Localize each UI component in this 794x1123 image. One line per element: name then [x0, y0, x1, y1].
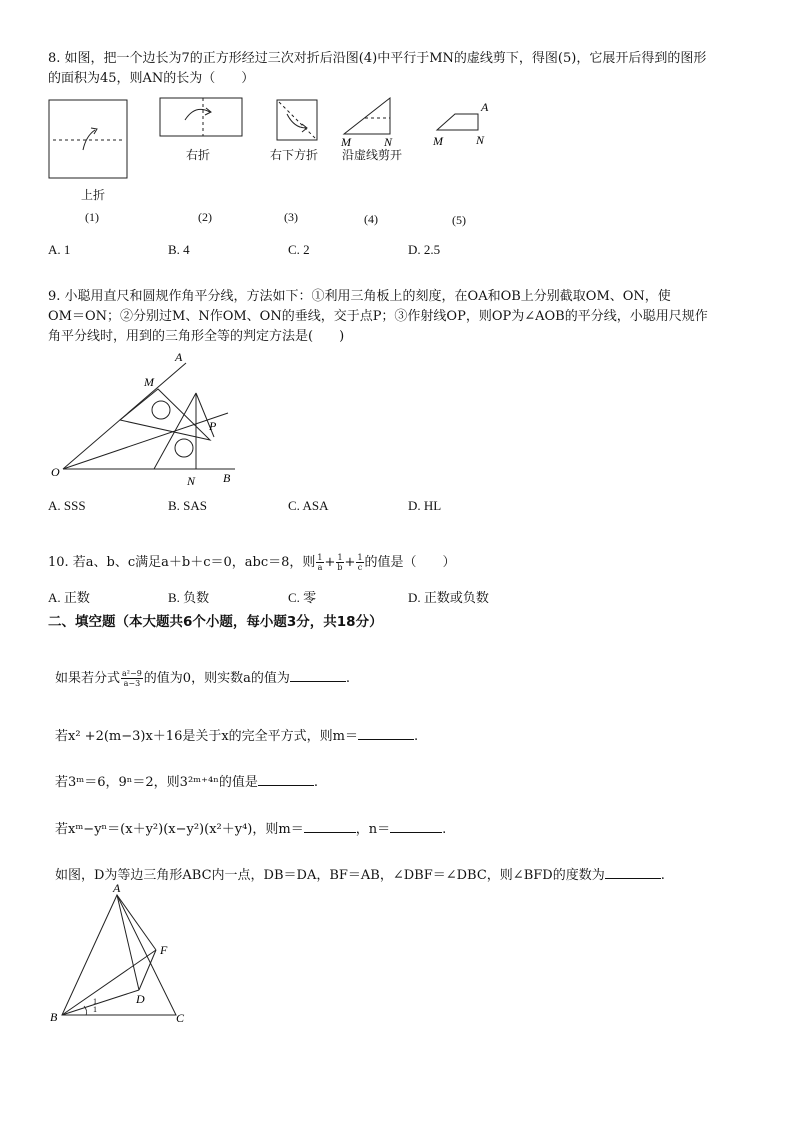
- q8-fold-diagrams: [0, 90, 794, 200]
- label-C: C: [176, 1011, 185, 1025]
- q9-text-line1: 9. 小聪用直尺和圆规作角平分线，方法如下：①利用三角板上的刻度，在OA和OB上分别截取OM、ON，使: [48, 289, 671, 304]
- fig4-number: (4): [364, 212, 378, 226]
- q10-option-d[interactable]: D. 正数或负数: [408, 590, 489, 605]
- q8-option-c[interactable]: C. 2: [288, 242, 310, 257]
- fill-question-3: 若3ᵐ＝6，9ⁿ＝2，则3²ᵐ⁺⁴ⁿ的值是 .: [55, 775, 318, 790]
- fig3-arrow: [287, 114, 306, 128]
- fig5-trapezoid: [437, 114, 478, 130]
- fig3-number: (3): [284, 210, 298, 224]
- fig2-number: (2): [198, 210, 212, 224]
- label-B: B: [223, 471, 231, 485]
- answer-blank-1[interactable]: [290, 669, 346, 682]
- answer-blank-3[interactable]: [258, 773, 314, 786]
- q9-option-b[interactable]: B. SAS: [168, 498, 208, 513]
- q9-option-c[interactable]: C. ASA: [288, 498, 329, 513]
- fig5-label-A: A: [481, 100, 489, 114]
- fig1-number: (1): [85, 210, 99, 224]
- answer-blank-4n[interactable]: [390, 820, 442, 833]
- section-title: 二、填空题（本大题共6个小题，每小题3分，共18分）: [48, 614, 383, 630]
- q8-option-a[interactable]: A. 1: [48, 242, 71, 257]
- ray-OP: [63, 413, 228, 469]
- q10-text: 10. 若a、b、c满足a＋b＋c＝0，abc＝8，则 $\frac{1}{a}$ + $\frac{1}{b}$ + $\frac{1}{c}$ 的值是（ ）: [48, 553, 456, 572]
- label-D: D: [136, 992, 145, 1006]
- fig1-caption: 上折: [81, 188, 106, 202]
- q8-text-line1: 8. 如图，把一个边长为7的正方形经过三次对折后沿图(4)中平行于MN的虚线剪下，得图(5)，它展开后得到的图形: [48, 51, 707, 66]
- q10-option-a[interactable]: A. 正数: [48, 590, 90, 605]
- fig5-number: (5): [452, 213, 466, 227]
- answer-blank-5[interactable]: [605, 866, 661, 879]
- label-N: N: [187, 474, 196, 488]
- fig1-square: [49, 100, 127, 178]
- q10-suffix: 的值是（ ）: [364, 555, 456, 570]
- q8-option-b[interactable]: B. 4: [168, 242, 190, 257]
- fig2-caption: 右折: [186, 148, 211, 162]
- equilateral-triangle-diagram: [0, 880, 794, 1030]
- q10-option-c[interactable]: C. 零: [288, 590, 317, 605]
- segment-AF: [117, 895, 156, 950]
- q10-prefix: 10. 若a、b、c满足a＋b＋c＝0，abc＝8，则: [48, 555, 316, 570]
- q10-option-b[interactable]: B. 负数: [168, 590, 210, 605]
- q8-text-line2: 的面积为45，则AN的长为（ ）: [48, 71, 255, 86]
- fig3-fold-line: [279, 102, 315, 138]
- fig5-label-N: N: [476, 133, 485, 147]
- segment-AD: [117, 895, 139, 990]
- fig4-triangle: [344, 98, 390, 134]
- q9-text-line2: OM＝ON；②分别过M、N作OM、ON的垂线，交于点P；③作射线OP，则OP为∠AOB的平分线，小聪用尺规作: [48, 309, 708, 324]
- answer-blank-2[interactable]: [358, 727, 414, 740]
- label-A: A: [113, 881, 121, 895]
- fig5-label-M: M: [433, 134, 443, 148]
- fig2-rect: [160, 98, 242, 136]
- label-M: M: [144, 375, 154, 389]
- q9-option-a[interactable]: A. SSS: [48, 498, 86, 513]
- q8-option-d[interactable]: D. 2.5: [408, 242, 441, 257]
- fill-question-4: 若xᵐ−yⁿ＝(x＋y²)(x−y²)(x²＋y⁴)，则m＝ ，n＝ .: [55, 822, 447, 837]
- q9-angle-bisector-diagram: [0, 345, 794, 490]
- label-O: O: [51, 465, 60, 479]
- q9-option-d[interactable]: D. HL: [408, 498, 442, 513]
- fig4-label-N: N: [384, 135, 393, 149]
- upper-set-square-hole: [152, 401, 170, 419]
- label-A: A: [175, 350, 183, 364]
- angle-mark-2: 1: [93, 1005, 97, 1014]
- fill-question-2: 若x² +2(m−3)x＋16是关于x的完全平方式，则m＝ .: [55, 729, 419, 744]
- answer-blank-4m[interactable]: [304, 820, 356, 833]
- label-F: F: [160, 943, 168, 957]
- angle-mark-1: 1: [93, 997, 97, 1006]
- label-B: B: [50, 1010, 58, 1024]
- segment-BD: [62, 990, 139, 1015]
- label-P: P: [209, 419, 217, 433]
- lower-set-square: [154, 393, 196, 469]
- q9-text-line3: 角平分线时，用到的三角形全等的判定方法是( ): [48, 329, 345, 344]
- fill-question-5: 如图，D为等边三角形ABC内一点，DB＝DA，BF＝AB，∠DBF＝∠DBC，则∠BFD的度数为 .: [55, 868, 665, 883]
- fill-question-1: 如果若分式 $\frac{\text{a²−9}}{a-3}$ 的值为0，则实数a的值为 .: [55, 669, 350, 688]
- lower-set-square-hole: [175, 439, 193, 457]
- fig4-label-M: M: [341, 135, 351, 149]
- fig3-caption: 右下方折: [270, 148, 319, 162]
- fig4-caption: 沿虚线剪开: [342, 148, 403, 162]
